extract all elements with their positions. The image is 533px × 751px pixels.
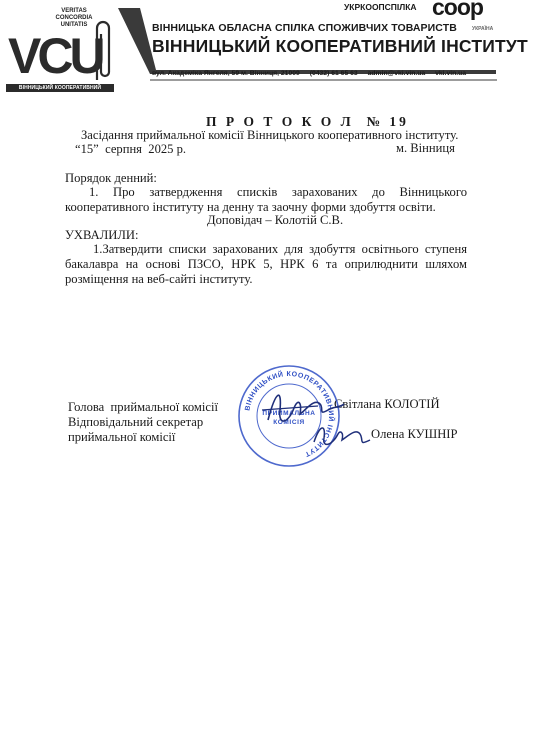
chair-name: Світлана КОЛОТІЙ xyxy=(334,397,440,411)
institute-name: ВІННИЦЬКИЙ КООПЕРАТИВНИЙ ІНСТИТУТ xyxy=(152,36,528,56)
secretary-signature xyxy=(310,418,374,459)
secretary-title-line: приймальної комісії xyxy=(68,430,176,444)
protocol-date: “15” серпня 2025 р. xyxy=(75,142,187,156)
resolved-heading: УХВАЛИЛИ: xyxy=(65,228,139,242)
protocol-city: м. Вінниця xyxy=(396,141,455,155)
website-link[interactable]: vki.vin.ua xyxy=(435,70,467,77)
agenda-heading: Порядок денний: xyxy=(65,171,157,185)
logo-band: ВІННИЦЬКИЙ КООПЕРАТИВНИЙ ІНСТИТУТ xyxy=(6,84,114,92)
agenda-item-line: 1. Про затвердження списків зарахованих до Вінницького xyxy=(89,185,467,199)
stamp-center-line1: ПРИЙМАЛЬНА xyxy=(262,410,316,417)
chair-title: Голова приймальної комісії xyxy=(68,400,218,414)
resolution-text: 1.Затвердити списки зарахованих для здобуття освітнього ступеня бакалавра на основі ПЗСО, НРК 5, НРК 6 та оприлюднити шляхом розміщення на веб-сайті інституту. xyxy=(65,242,467,286)
agenda-speaker: Доповідач – Колотій С.В. xyxy=(207,213,344,227)
coop-logo: coop xyxy=(432,0,483,20)
email-link[interactable]: admin@vki.vin.ua xyxy=(367,70,426,77)
secretary-name: Олена КУШНІР xyxy=(371,427,458,441)
union-name: ВІННИЦЬКА ОБЛАСНА СПІЛКА СПОЖИВЧИХ ТОВАРИСТВ xyxy=(152,22,457,34)
phone: (0432) 61 65 63 xyxy=(309,70,358,77)
stamp-center-line2: КОМІСІЯ xyxy=(273,419,305,426)
agenda-item-line: кооперативного інституту на денну та заочну форми здобуття освіти. xyxy=(65,200,436,214)
secretary-title-line: Відповідальний секретар xyxy=(68,415,204,429)
protocol-title: П Р О Т О К О Л № 19 xyxy=(206,114,409,129)
secretary-title xyxy=(68,415,203,445)
letterhead xyxy=(0,0,533,99)
stamp-ring-text-path: ВІННИЦЬКИЙ КООПЕРАТИВНИЙ ІНСТИТУТ xyxy=(244,370,335,458)
agenda-item xyxy=(65,185,467,215)
logo-motto-line: VERITAS xyxy=(61,8,87,14)
coop-country: УКРАЇНА xyxy=(472,26,494,32)
org-top: УКРКООПСПІЛКА xyxy=(344,2,417,12)
logo-motto-line: UNITATIS xyxy=(60,22,88,28)
address: вул. Академіка Янгеля, 59 м. Вінниця, 21009 xyxy=(152,70,300,77)
protocol-subtitle: Засідання приймальної комісії Вінницького кооперативного інституту. xyxy=(81,128,459,142)
logo-motto-line: CONCORDIA xyxy=(55,15,93,21)
contact-row xyxy=(152,70,466,77)
logo-letters: VCU xyxy=(8,28,102,84)
